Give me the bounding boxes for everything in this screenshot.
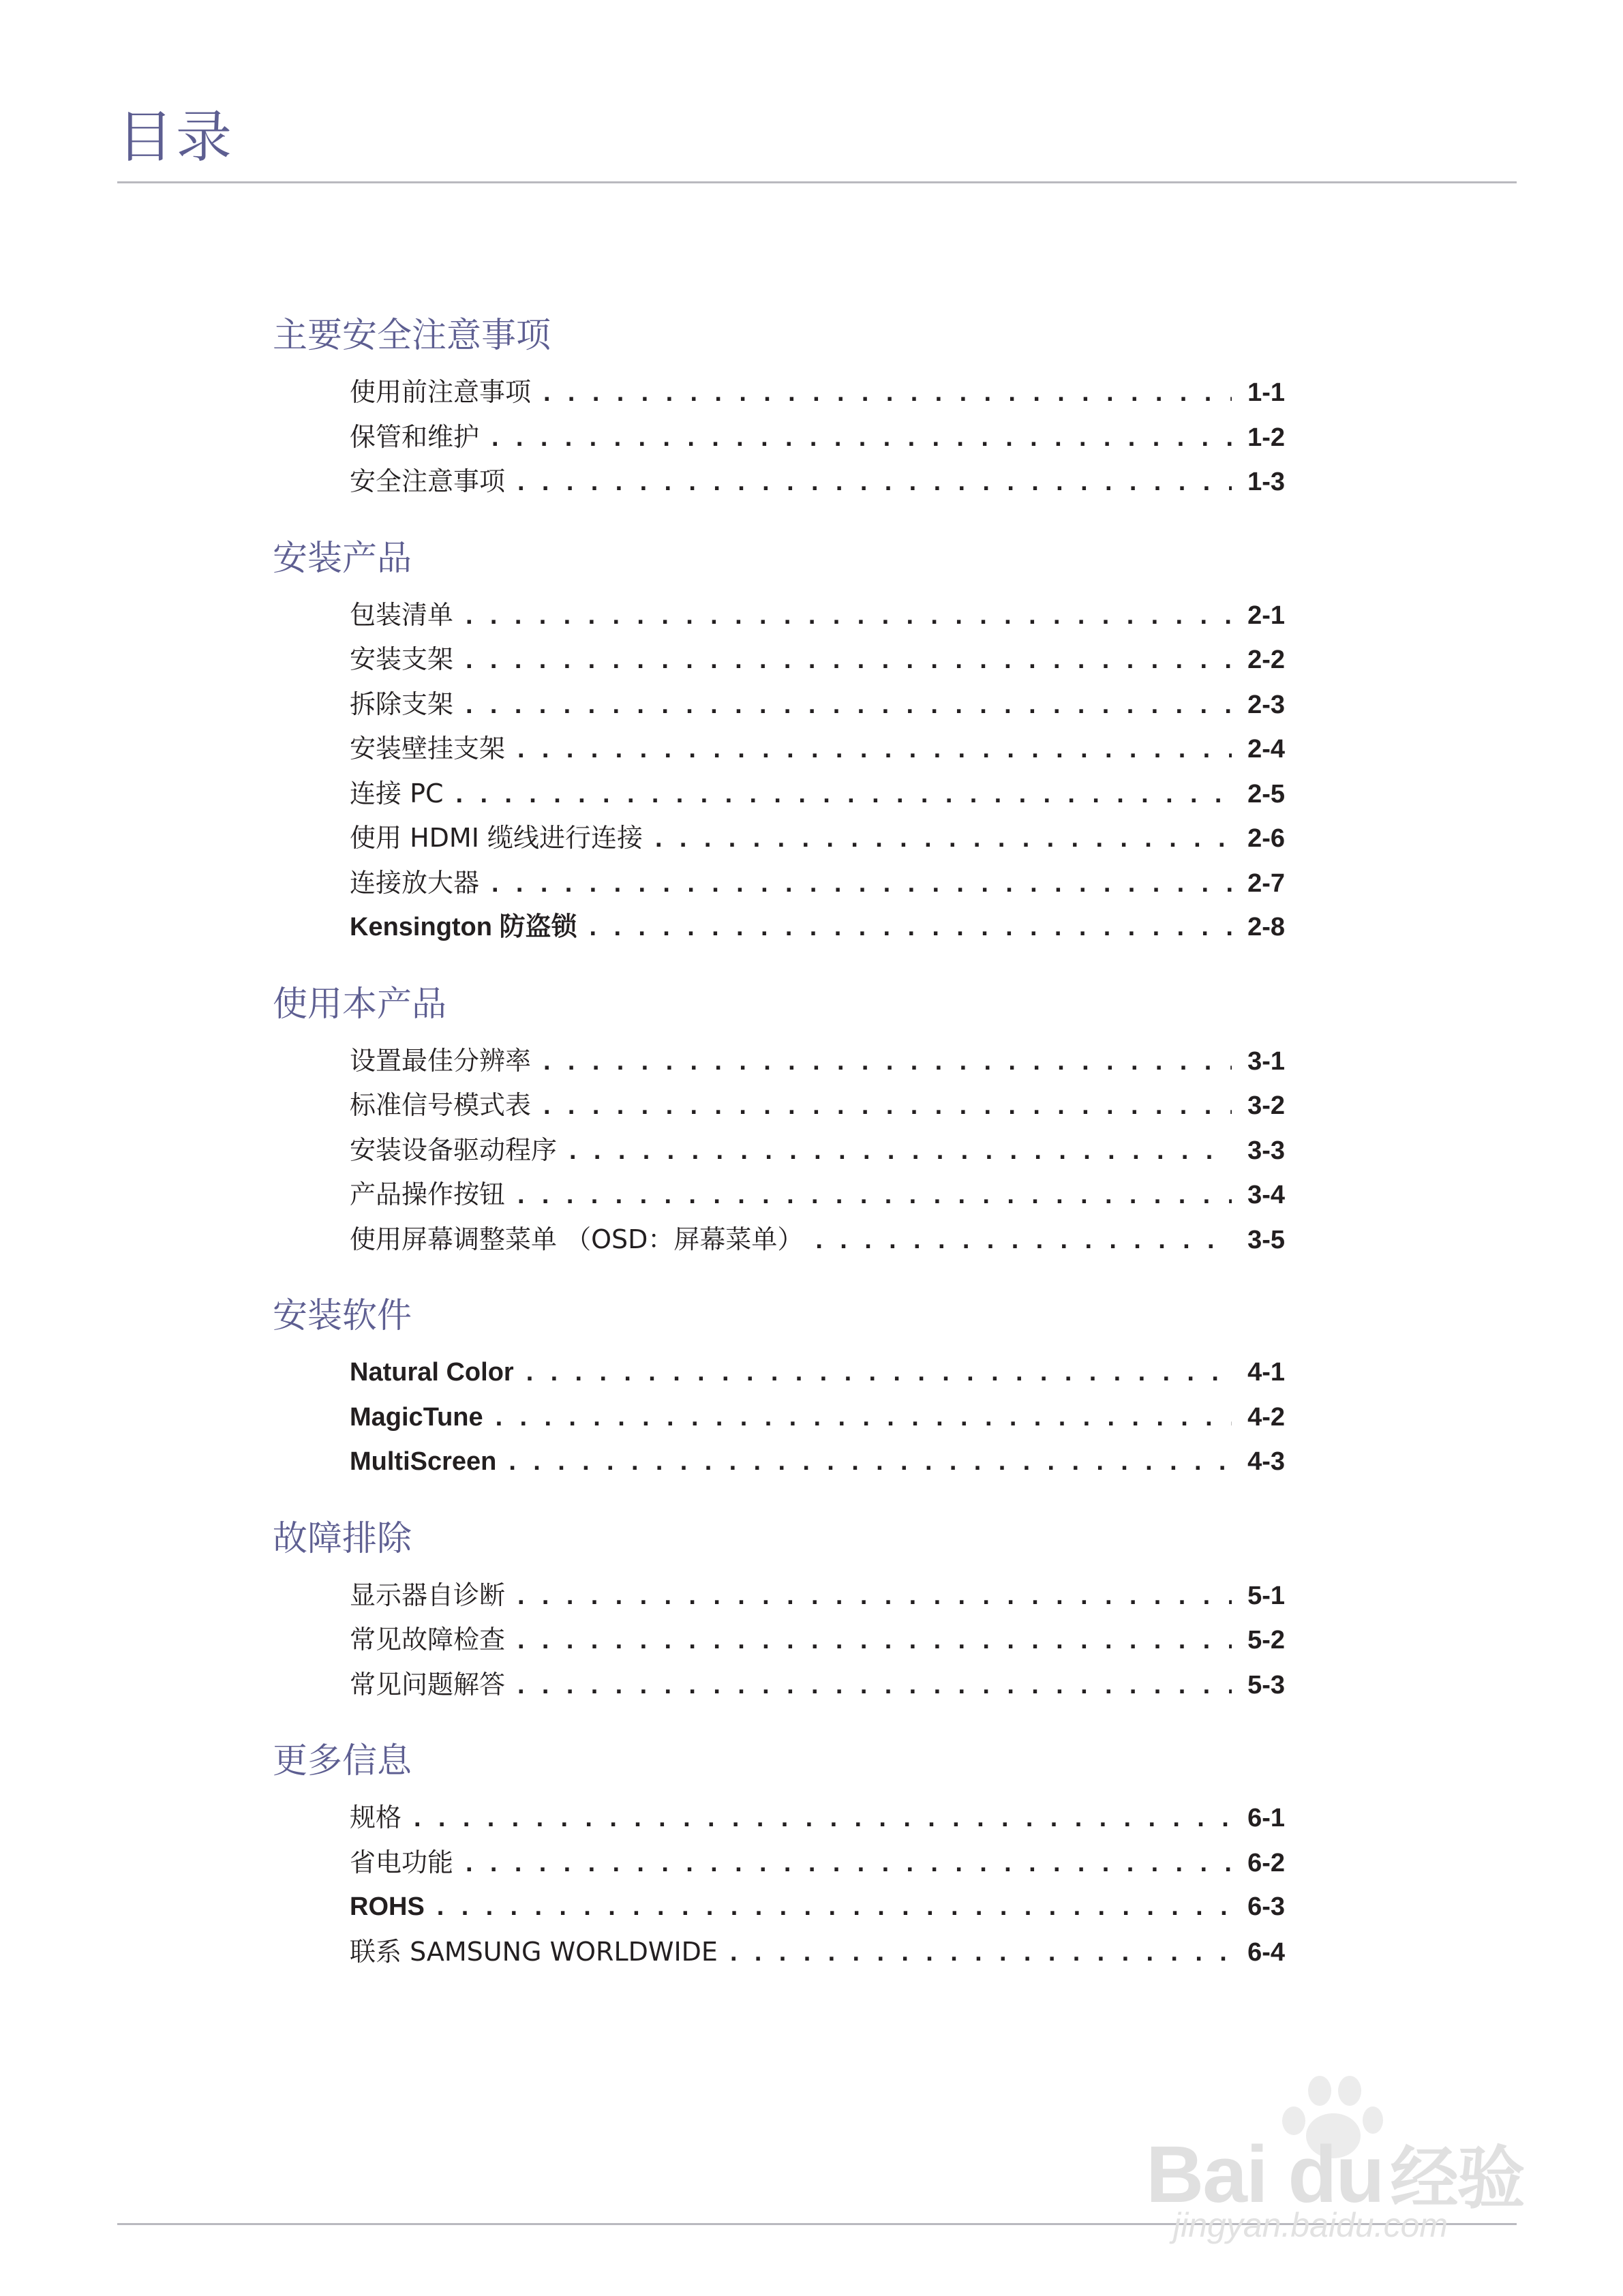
toc-entry-page: 3-1 (1247, 1046, 1285, 1076)
dot-leader (655, 817, 1232, 861)
toc-entry[interactable] (350, 1395, 1285, 1440)
toc-entry-page: 6-3 (1247, 1892, 1285, 1921)
page-title: 目录 (117, 105, 235, 170)
dot-leader (526, 1350, 1232, 1395)
section-title[interactable]: 主要安全注意事项 (273, 316, 551, 356)
toc-entry-label: Natural Color (350, 1358, 514, 1387)
toc-entry-label: 连接 PC (350, 778, 444, 809)
toc-entry-page: 5-2 (1247, 1626, 1285, 1655)
toc-entry[interactable] (350, 1930, 1285, 1975)
toc-entry-label: 使用前注意事项 (350, 377, 532, 407)
toc-entry-page: 2-2 (1247, 646, 1285, 674)
dot-leader (456, 772, 1232, 817)
baidu-watermark (1146, 2059, 1528, 2263)
toc-entry[interactable] (350, 861, 1285, 906)
toc-entry[interactable] (350, 772, 1285, 817)
toc-entry[interactable] (350, 727, 1285, 772)
toc-entry-page: 1-2 (1247, 423, 1285, 452)
toc-entry[interactable] (350, 1663, 1285, 1708)
top-divider (117, 181, 1517, 183)
dot-leader (517, 460, 1232, 504)
toc-entry[interactable] (350, 1841, 1285, 1886)
toc-entry-page: 1-1 (1247, 378, 1285, 407)
toc-entry-page: 2-8 (1247, 913, 1285, 941)
dot-leader (517, 1618, 1232, 1663)
toc-entry[interactable] (350, 1039, 1285, 1084)
toc-entry-page: 3-2 (1247, 1091, 1285, 1120)
dot-leader (569, 1129, 1232, 1173)
toc-entry-page: 1-3 (1247, 468, 1285, 496)
toc-entry-label: ROHS (350, 1892, 425, 1921)
toc-entry[interactable] (350, 1128, 1285, 1173)
toc-entry-page: 2-6 (1247, 824, 1285, 853)
toc-entry-label: 安装壁挂支架 (350, 734, 506, 764)
toc-entry[interactable] (350, 1083, 1285, 1128)
dot-leader (517, 1173, 1232, 1218)
dot-leader (543, 371, 1232, 415)
toc-entry-page: 6-4 (1247, 1937, 1285, 1967)
toc-entry-label: 使用 HDMI 缆线进行连接 (350, 823, 643, 853)
toc-entry-page: 5-1 (1247, 1581, 1285, 1610)
toc-entry[interactable] (350, 1218, 1285, 1263)
dot-leader (730, 1931, 1232, 1975)
toc-entry[interactable] (350, 1885, 1285, 1930)
toc-entry[interactable] (350, 415, 1285, 460)
toc-section (273, 310, 1285, 504)
table-of-contents (273, 310, 1285, 2003)
watermark-logo-text: Bai du (1146, 2130, 1384, 2220)
toc-entry-page: 3-4 (1247, 1181, 1285, 1209)
toc-entry-label: 安装支架 (350, 644, 454, 674)
toc-entry-page: 3-3 (1247, 1136, 1285, 1165)
toc-entry[interactable] (350, 816, 1285, 861)
toc-section (273, 533, 1285, 950)
toc-entry-label: Kensington 防盗锁 (350, 913, 577, 941)
toc-section (273, 979, 1285, 1263)
toc-entry-label: 设置最佳分辨率 (350, 1045, 532, 1076)
toc-entry[interactable] (350, 905, 1285, 950)
dot-leader (414, 1796, 1232, 1841)
toc-entry-label: 安装设备驱动程序 (350, 1134, 558, 1165)
toc-entry[interactable] (350, 637, 1285, 682)
dot-leader (543, 1040, 1232, 1084)
dot-leader (491, 416, 1232, 460)
toc-entry[interactable] (350, 1573, 1285, 1618)
dot-leader (543, 1084, 1232, 1128)
toc-entry-label: MultiScreen (350, 1447, 497, 1476)
dot-leader (517, 1663, 1232, 1708)
toc-entry-page: 2-3 (1247, 690, 1285, 719)
toc-entry[interactable] (350, 459, 1285, 504)
toc-entry-label: 产品操作按钮 (350, 1179, 506, 1209)
dot-leader (466, 1841, 1232, 1886)
toc-entry-label: 常见问题解答 (350, 1669, 506, 1700)
toc-entry-label: 包装清单 (350, 599, 454, 630)
toc-section (273, 1736, 1285, 1974)
section-title[interactable]: 安装软件 (273, 1296, 412, 1336)
toc-entry-label: 省电功能 (350, 1847, 454, 1877)
toc-entry-label: 常见故障检查 (350, 1625, 506, 1655)
dot-leader (590, 905, 1232, 950)
toc-entry-label: 规格 (350, 1802, 402, 1832)
toc-entry-page: 4-1 (1247, 1358, 1285, 1387)
toc-entry-page: 3-5 (1247, 1225, 1285, 1254)
toc-entry-label: 连接放大器 (350, 867, 480, 898)
dot-leader (437, 1885, 1232, 1929)
dot-leader (466, 638, 1232, 682)
toc-entry-page: 5-3 (1247, 1670, 1285, 1700)
toc-entry-label: MagicTune (350, 1402, 483, 1432)
toc-entry[interactable] (350, 1796, 1285, 1841)
toc-entry[interactable] (350, 370, 1285, 415)
watermark-url: jingyan.baidu.com (1173, 2206, 1448, 2244)
toc-section (273, 1513, 1285, 1708)
toc-entry-page: 4-2 (1247, 1402, 1285, 1432)
section-title[interactable]: 安装产品 (273, 538, 412, 579)
dot-leader (517, 1574, 1232, 1618)
toc-section (273, 1290, 1285, 1485)
toc-entry-label: 使用屏幕调整菜单 （OSD：屏幕菜单） (350, 1224, 804, 1254)
dot-leader (491, 862, 1232, 906)
section-title[interactable]: 故障排除 (273, 1518, 412, 1559)
watermark-logo-cn: 经验 (1390, 2139, 1524, 2218)
toc-entry-page: 4-3 (1247, 1447, 1285, 1476)
section-title[interactable]: 更多信息 (273, 1741, 412, 1781)
dot-leader (496, 1395, 1232, 1440)
toc-entry-page: 2-5 (1247, 779, 1285, 809)
toc-entry-page: 6-2 (1247, 1848, 1285, 1877)
toc-entry-page: 2-1 (1247, 601, 1285, 630)
dot-leader (815, 1218, 1232, 1263)
toc-entry[interactable] (350, 1440, 1285, 1485)
toc-entry[interactable] (350, 593, 1285, 638)
dot-leader (517, 727, 1232, 772)
toc-entry-label: 标准信号模式表 (350, 1090, 532, 1120)
toc-entry-page: 2-7 (1247, 868, 1285, 898)
dot-leader (466, 683, 1232, 727)
section-title[interactable]: 使用本产品 (273, 984, 447, 1025)
toc-entry-page: 6-1 (1247, 1804, 1285, 1832)
toc-entry[interactable] (350, 682, 1285, 727)
toc-entry[interactable] (350, 1173, 1285, 1218)
toc-entry-label: 联系 SAMSUNG WORLDWIDE (350, 1936, 718, 1967)
toc-entry-label: 显示器自诊断 (350, 1580, 506, 1610)
toc-entry-label: 保管和维护 (350, 421, 480, 452)
toc-entry-label: 拆除支架 (350, 689, 454, 719)
toc-entry-label: 安全注意事项 (350, 466, 506, 496)
dot-leader (509, 1440, 1232, 1484)
toc-entry[interactable] (350, 1350, 1285, 1395)
toc-entry[interactable] (350, 1618, 1285, 1663)
toc-entry-page: 2-4 (1247, 735, 1285, 764)
dot-leader (466, 594, 1232, 638)
